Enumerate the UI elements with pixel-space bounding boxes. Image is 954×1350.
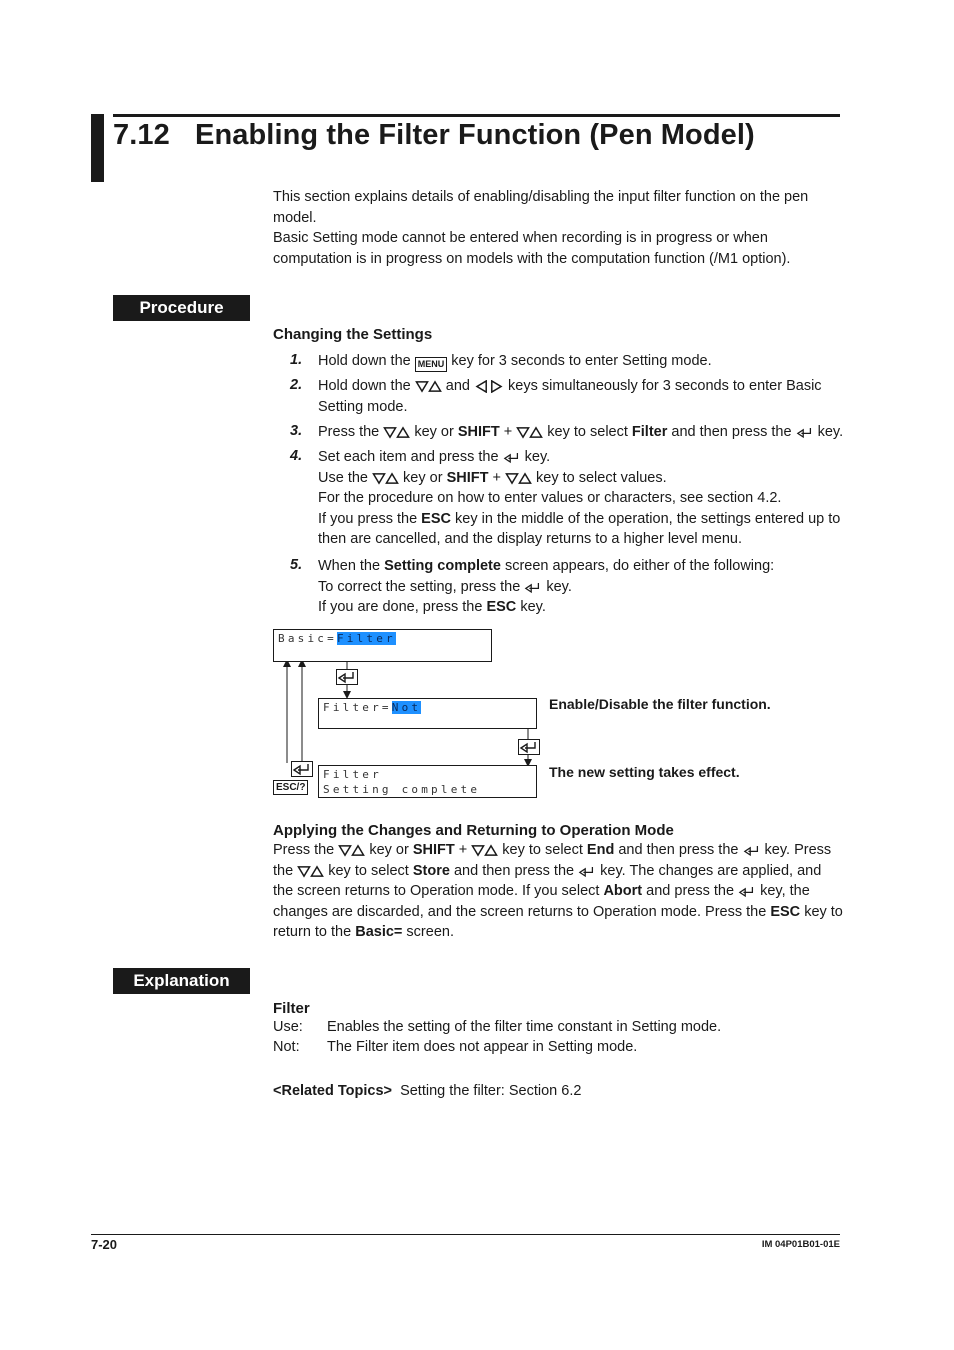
enter-key-button[interactable] — [518, 739, 540, 755]
step-2-text: Hold down the and keys simultaneously for 3 seconds to enter Basic Setting mode. — [318, 378, 822, 415]
section-number: 7.12 — [113, 119, 170, 151]
step-5-text: When the Setting complete screen appears, do either of the following: To correct the setting, press the key. If you are done, press the ESC key. — [318, 558, 775, 616]
intro-line: This section explains details of enabling/disabling the input filter function on the pen — [273, 189, 809, 205]
up-down-keys-icon — [338, 844, 365, 857]
highlighted-value: Filter — [336, 632, 396, 645]
lcd-screen-filter: Filter=Not — [318, 698, 537, 729]
step-4-text: Set each item and press the key. Use the key or SHIFT + key to select values. For the procedure on how to enter values or characters, see section 4.2. If you press the ESC key in the middle of the operation, the settings entered up to then are cancelled, and the display returns to a higher level menu. — [318, 449, 841, 548]
page-number: 7-20 — [91, 1237, 118, 1252]
up-down-keys-icon — [505, 472, 532, 485]
left-right-keys-icon — [474, 380, 504, 393]
step-number: 3. — [290, 423, 303, 439]
intro-line: Basic Setting mode cannot be entered when recording is in progress or when — [273, 230, 768, 247]
title-rule — [113, 114, 840, 117]
step-number: 1. — [290, 352, 303, 368]
explanation-row-not: Not: The Filter item does not appear in Setting mode. — [273, 1039, 638, 1055]
related-topics-link[interactable]: Setting the filter: Section 6.2 — [400, 1083, 582, 1099]
up-down-keys-icon — [516, 426, 543, 439]
esc-key-button[interactable]: ESC/? — [273, 780, 308, 795]
enter-key-button[interactable] — [291, 761, 313, 777]
section-title: Enabling the Filter Function (Pen Model) — [195, 119, 755, 151]
enter-key-icon — [738, 885, 756, 898]
page-title — [113, 119, 755, 152]
enter-key-icon — [337, 670, 357, 684]
diagram-label-effect: The new setting takes effect. — [549, 764, 740, 780]
up-down-keys-icon — [471, 844, 498, 857]
step-number: 4. — [290, 448, 303, 464]
enter-key-icon — [503, 451, 521, 464]
lcd-screen-basic: Basic=Filter — [273, 629, 492, 662]
up-down-keys-icon — [383, 426, 410, 439]
highlighted-value: Not — [391, 701, 422, 714]
lcd-screen-complete: Filter Setting complete — [318, 765, 537, 798]
enter-key-button[interactable] — [336, 669, 358, 685]
enter-key-icon — [796, 426, 814, 439]
footer-rule — [91, 1234, 840, 1235]
enter-key-icon — [578, 865, 596, 878]
step-1-text: Hold down the MENU key for 3 seconds to enter Setting mode. — [318, 351, 848, 372]
up-down-keys-icon — [372, 472, 399, 485]
related-topics-label: <Related Topics> — [273, 1083, 392, 1099]
procedure-tab: Procedure — [113, 295, 250, 321]
enter-key-icon — [519, 740, 539, 754]
title-bar-accent — [91, 114, 104, 182]
intro-line: computation is in progress on models with the computation function (/M1 option). — [273, 250, 791, 267]
enter-key-icon — [292, 762, 312, 776]
step-3-text: Press the key or SHIFT + key to select Filter and then press the key. — [318, 424, 844, 440]
filter-heading: Filter — [273, 1000, 310, 1017]
enter-key-icon — [524, 581, 542, 594]
explanation-tab: Explanation — [113, 968, 250, 994]
applying-paragraph: Press the key or SHIFT + key to select End and then press the key. Press the key to select Store and then press the key. The changes are applied, and the screen returns to Operation mode. If you select Abort and press the key, the changes are discarded, and the screen returns to Operation mode. Press the ESC key to return to the Basic= screen. — [273, 842, 843, 941]
applying-heading: Applying the Changes and Returning to Operation Mode — [273, 822, 674, 839]
enter-key-icon — [743, 844, 761, 857]
changing-settings-heading: Changing the Settings — [273, 326, 433, 343]
step-number: 5. — [290, 557, 303, 573]
intro-line: model. — [273, 209, 317, 226]
document-id: IM 04P01B01-01E — [761, 1239, 840, 1250]
menu-key-icon: MENU — [415, 357, 448, 372]
intro-paragraph — [273, 187, 840, 269]
explanation-row-use: Use: Enables the setting of the filter time constant in Setting mode. — [273, 1019, 722, 1035]
diagram-label-enable: Enable/Disable the filter function. — [549, 696, 771, 712]
up-down-keys-icon — [297, 865, 324, 878]
related-topics — [273, 1083, 581, 1099]
up-down-keys-icon — [415, 380, 442, 393]
step-number: 2. — [290, 377, 303, 393]
